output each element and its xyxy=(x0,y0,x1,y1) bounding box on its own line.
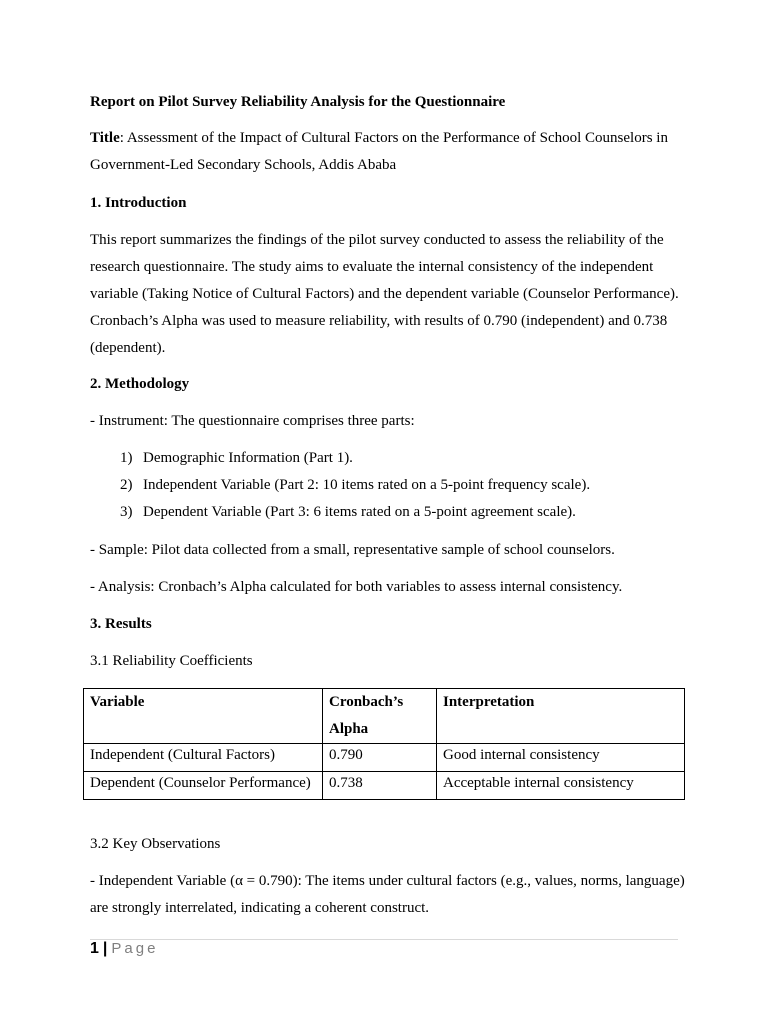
analysis-text: - Analysis: Cronbach’s Alpha calculated for both variables to assess internal consistency. xyxy=(90,579,623,595)
table-header-cell: Interpretation xyxy=(437,689,685,744)
reliability-subheading: 3.1 Reliability Coefficients xyxy=(90,653,253,669)
instrument-text: - Instrument: The questionnaire comprises three parts: xyxy=(90,413,415,429)
footer-divider xyxy=(90,939,678,940)
methodology-heading: 2. Methodology xyxy=(90,376,190,392)
report-heading: Report on Pilot Survey Reliability Analysis for the Questionnaire xyxy=(90,94,506,110)
footer-separator: | xyxy=(102,940,108,957)
list-item: 3) Dependent Variable (Part 3: 6 items rated on a 5-point agreement scale). xyxy=(120,504,576,520)
table-cell: 0.738 xyxy=(323,772,437,800)
introduction-heading: 1. Introduction xyxy=(90,195,187,211)
observations-subheading: 3.2 Key Observations xyxy=(90,836,221,852)
table-header-cell: Cronbach’s Alpha xyxy=(323,689,437,744)
table-cell: Good internal consistency xyxy=(437,744,685,772)
page-word: Page xyxy=(111,940,159,957)
list-item: 1) Demographic Information (Part 1). xyxy=(120,450,353,466)
table-cell: 0.790 xyxy=(323,744,437,772)
table-row xyxy=(84,744,685,772)
introduction-paragraph: This report summarizes the findings of the pilot survey conducted to assess the reliability of the research questionnaire. The study aims to evaluate the internal consistency of the independent variable (Taking Notice of Cultural Factors) and the dependent variable (Counselor Performance). Cronbach’s Alpha was used to measure reliability, with results of 0.790 (independent) and 0.738 (dependent). xyxy=(90,232,679,356)
table-cell: Dependent (Counselor Performance) xyxy=(84,772,323,800)
table-cell: Acceptable internal consistency xyxy=(437,772,685,800)
reliability-table xyxy=(83,688,685,800)
sample-text: - Sample: Pilot data collected from a small, representative sample of school counselors. xyxy=(90,542,615,558)
title-label: Title xyxy=(90,130,120,146)
table-cell: Independent (Cultural Factors) xyxy=(84,744,323,772)
parts-list xyxy=(90,447,690,528)
table-header-row xyxy=(84,689,685,744)
page-number: 1 xyxy=(90,940,99,957)
table-row xyxy=(84,772,685,800)
page-footer xyxy=(90,938,158,960)
report-title xyxy=(90,125,690,179)
results-heading: 3. Results xyxy=(90,616,152,632)
observation-paragraph: - Independent Variable (α = 0.790): The items under cultural factors (e.g., values, norms, language) are strongly interrelated, indicating a coherent construct. xyxy=(90,873,685,916)
title-text: : Assessment of the Impact of Cultural Factors on the Performance of School Counselors in Government-Led Secondary Schools, Addis Ababa xyxy=(90,130,668,173)
list-item: 2) Independent Variable (Part 2: 10 items rated on a 5-point frequency scale). xyxy=(120,477,591,493)
table-header-cell: Variable xyxy=(84,689,323,744)
